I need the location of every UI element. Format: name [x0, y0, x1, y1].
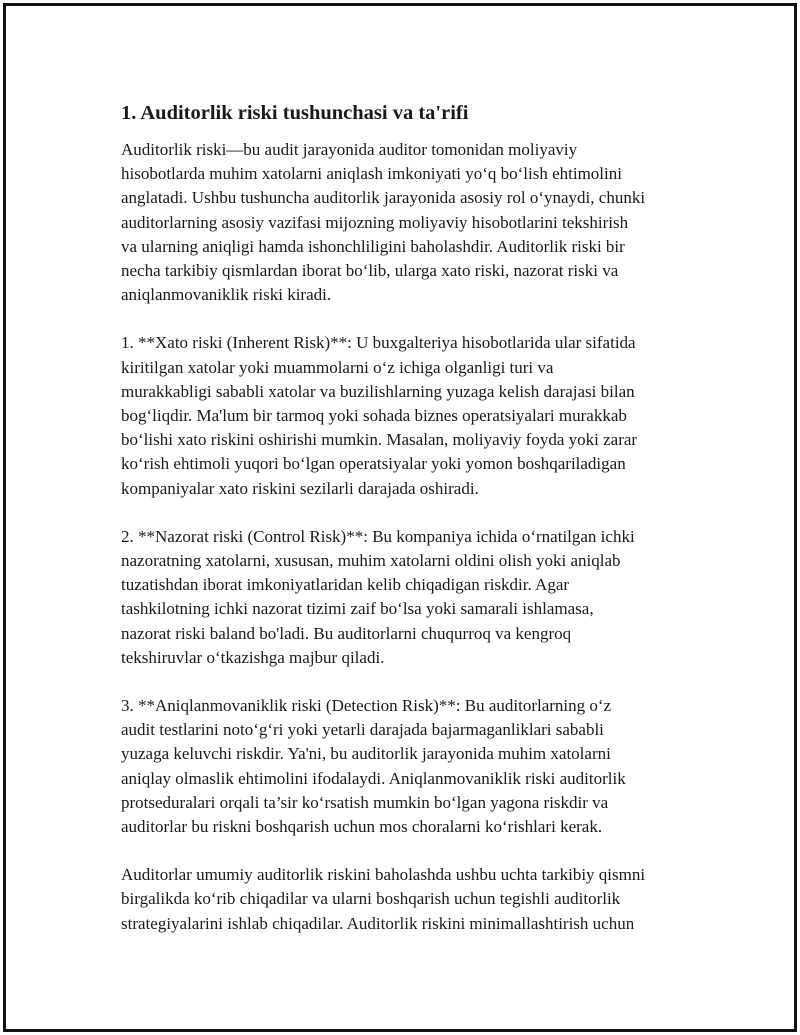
document-body [121, 100, 701, 960]
paragraph-inherent-risk: 1. **Xato riski (Inherent Risk)**: U buxgalteriya hisobotlarida ular sifatida kiritilgan xatolar yoki muammolarni o‘z ichiga olganligi turi va murakkabligi sababli xatolar va buzilishlarning yuzaga kelish darajasi bilan bog‘liqdir. Ma'lum bir tarmoq yoki sohada biznes operatsiyalari murakkab bo‘lishi xato riskini oshirishi mumkin. Masalan, moliyaviy foyda yoki zarar ko‘rish ehtimoli yuqori bo‘lgan operatsiyalar yoki yomon boshqariladigan kompaniyalar xato riskini sezilarli darajada oshiradi. [121, 333, 638, 498]
page-frame [3, 3, 797, 1032]
paragraph-intro: Auditorlik riski—bu audit jarayonida auditor tomonidan moliyaviy hisobotlarda muhim xatolarni aniqlash imkoniyati yo‘q bo‘lish ehtimolini anglatadi. Ushbu tushuncha auditorlik jarayonida asosiy rol o‘ynaydi, chunki auditorlarning asosiy vazifasi mijozning moliyaviy hisobotlarini tekshirish va ularning aniqligi hamda ishonchliligini baholashdir. Auditorlik riski bir necha tarkibiy qismlardan iborat bo‘lib, ularga xato riski, nazorat riski va aniqlanmovaniklik riski kiradi. [121, 140, 646, 305]
paragraph-control-risk: 2. **Nazorat riski (Control Risk)**: Bu kompaniya ichida o‘rnatilgan ichki nazoratning xatolarni, xususan, muhim xatolarni oldini olish yoki aniqlab tuzatishdan iborat imkoniyatlaridan kelib chiqadigan riskdir. Agar tashkilotning ichki nazorat tizimi zaif bo‘lsa yoki samarali ishlamasa, nazorat riski baland bo'ladi. Bu auditorlarni chuqurroq va kengroq tekshiruvlar o‘tkazishga majbur qiladi. [121, 526, 635, 667]
paragraph-conclusion: Auditorlar umumiy auditorlik riskini baholashda ushbu uchta tarkibiy qismni birgalikda ko‘rib chiqadilar va ularni boshqarish uchun tegishli auditorlik strategiyalarini ishlab chiqadilar. Auditorlik riskini minimallashtirish uchun [121, 865, 646, 933]
paragraph-detection-risk: 3. **Aniqlanmovaniklik riski (Detection Risk)**: Bu auditorlarning o‘z audit testlarini noto‘g‘ri yoki yetarli darajada bajarmaganliklari sababli yuzaga keluvchi riskdir. Ya'ni, bu auditorlik jarayonida muhim xatolarni aniqlay olmaslik ehtimolini ifodalaydi. Aniqlanmovaniklik riski auditorlik protseduralari orqali ta’sir ko‘rsatish mumkin bo‘lgan yagona riskdir va auditorlar bu riskni boshqarish uchun mos choralarni ko‘rishlari kerak. [121, 696, 626, 837]
section-heading: 1. Auditorlik riski tushunchasi va ta'rifi [121, 102, 469, 124]
